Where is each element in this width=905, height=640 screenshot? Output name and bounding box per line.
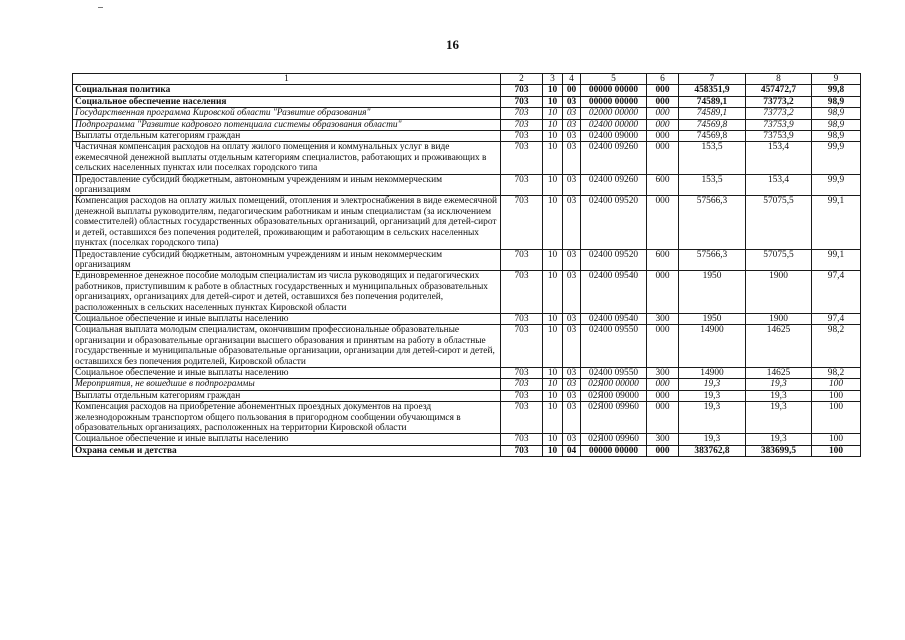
ministry-code-cell: 703 — [501, 131, 543, 142]
target-article-cell: 02400 09000 — [581, 131, 647, 142]
target-article-cell: 02400 09260 — [581, 142, 647, 174]
target-article-cell: 02400 09540 — [581, 313, 647, 324]
table-row — [73, 390, 861, 401]
subsection-code-cell: 03 — [563, 96, 581, 107]
executed-amount-cell: 153,4 — [746, 142, 812, 174]
item-name-cell: Предоставление субсидий бюджетным, автономным учреждениям и иным некоммерческим организациям — [73, 249, 501, 271]
section-code-cell: 10 — [543, 249, 563, 271]
expense-type-cell: 000 — [647, 390, 679, 401]
ministry-code-cell: 703 — [501, 271, 543, 314]
expense-type-cell: 000 — [647, 131, 679, 142]
target-article-cell: 02400 09550 — [581, 367, 647, 378]
expense-type-cell: 600 — [647, 249, 679, 271]
subsection-code-cell: 03 — [563, 108, 581, 119]
executed-amount-cell: 153,4 — [746, 174, 812, 196]
execution-percent-cell: 98,9 — [812, 108, 861, 119]
execution-percent-cell: 100 — [812, 379, 861, 390]
target-article-cell: 02Я00 09000 — [581, 390, 647, 401]
planned-amount-cell: 19,3 — [679, 379, 746, 390]
section-code-cell: 10 — [543, 119, 563, 130]
item-name-cell: Компенсация расходов на приобретение абонементных проездных документов на проезд железнодорожным транспортом общего пользования в пригородном сообщении обучающимся в образовательных организациях, расположенных на территории Кировской области — [73, 402, 501, 434]
execution-percent-cell: 99,1 — [812, 249, 861, 271]
expense-type-cell: 000 — [647, 379, 679, 390]
target-article-cell: 00000 00000 — [581, 445, 647, 456]
execution-percent-cell: 99,9 — [812, 174, 861, 196]
item-name-cell: Государственная программа Кировской области "Развитие образования" — [73, 108, 501, 119]
executed-amount-cell: 383699,5 — [746, 445, 812, 456]
subsection-code-cell: 03 — [563, 402, 581, 434]
section-code-cell: 10 — [543, 96, 563, 107]
table-body — [73, 74, 861, 457]
table-row — [73, 131, 861, 142]
planned-amount-cell: 14900 — [679, 325, 746, 368]
section-code-cell: 10 — [543, 271, 563, 314]
header-row — [73, 74, 861, 85]
ministry-code-cell: 703 — [501, 96, 543, 107]
executed-amount-cell: 19,3 — [746, 379, 812, 390]
subsection-code-cell: 03 — [563, 313, 581, 324]
target-article-cell: 00000 00000 — [581, 85, 647, 96]
subsection-code-cell: 04 — [563, 445, 581, 456]
ministry-code-cell: 703 — [501, 445, 543, 456]
ministry-code-cell: 703 — [501, 119, 543, 130]
planned-amount-cell: 19,3 — [679, 390, 746, 401]
target-article-cell: 02400 09520 — [581, 196, 647, 249]
item-name-cell: Социальное обеспечение и иные выплаты населению — [73, 313, 501, 324]
header-cell: 6 — [647, 74, 679, 85]
section-code-cell: 10 — [543, 325, 563, 368]
table-row — [73, 85, 861, 96]
table-row — [73, 249, 861, 271]
header-cell: 4 — [563, 74, 581, 85]
subsection-code-cell: 03 — [563, 325, 581, 368]
section-code-cell: 10 — [543, 367, 563, 378]
budget-table — [72, 73, 861, 457]
target-article-cell: 02400 09260 — [581, 174, 647, 196]
target-article-cell: 02400 00000 — [581, 119, 647, 130]
executed-amount-cell: 57075,5 — [746, 196, 812, 249]
header-cell: 7 — [679, 74, 746, 85]
expense-type-cell: 000 — [647, 119, 679, 130]
ministry-code-cell: 703 — [501, 142, 543, 174]
target-article-cell: 02Я00 00000 — [581, 379, 647, 390]
executed-amount-cell: 57075,5 — [746, 249, 812, 271]
table-row — [73, 434, 861, 445]
planned-amount-cell: 1950 — [679, 313, 746, 324]
item-name-cell: Единовременное денежное пособие молодым специалистам из числа руководящих и педагогических работников, приступившим к работе в областных государственных и муниципальных образовательных организациях, организациях для детей-сирот и детей, оставшихся без попечения родителей, расположенных в сельских населенных пунктах Кировской области — [73, 271, 501, 314]
planned-amount-cell: 153,5 — [679, 142, 746, 174]
item-name-cell: Выплаты отдельным категориям граждан — [73, 131, 501, 142]
subsection-code-cell: 03 — [563, 434, 581, 445]
subsection-code-cell: 03 — [563, 249, 581, 271]
target-article-cell: 02000 00000 — [581, 108, 647, 119]
execution-percent-cell: 98,2 — [812, 367, 861, 378]
subsection-code-cell: 03 — [563, 271, 581, 314]
executed-amount-cell: 1900 — [746, 313, 812, 324]
executed-amount-cell: 14625 — [746, 325, 812, 368]
execution-percent-cell: 98,9 — [812, 131, 861, 142]
subsection-code-cell: 03 — [563, 119, 581, 130]
planned-amount-cell: 74589,1 — [679, 108, 746, 119]
page-number: 16 — [446, 37, 459, 52]
execution-percent-cell: 98,9 — [812, 96, 861, 107]
execution-percent-cell: 100 — [812, 402, 861, 434]
header-cell: 2 — [501, 74, 543, 85]
executed-amount-cell: 19,3 — [746, 402, 812, 434]
execution-percent-cell: 99,8 — [812, 85, 861, 96]
section-code-cell: 10 — [543, 196, 563, 249]
executed-amount-cell: 14625 — [746, 367, 812, 378]
table-row — [73, 196, 861, 249]
planned-amount-cell: 153,5 — [679, 174, 746, 196]
expense-type-cell: 600 — [647, 174, 679, 196]
executed-amount-cell: 73773,2 — [746, 108, 812, 119]
subsection-code-cell: 00 — [563, 85, 581, 96]
section-code-cell: 10 — [543, 379, 563, 390]
target-article-cell: 02400 09540 — [581, 271, 647, 314]
subsection-code-cell: 03 — [563, 390, 581, 401]
subsection-code-cell: 03 — [563, 174, 581, 196]
executed-amount-cell: 1900 — [746, 271, 812, 314]
expense-type-cell: 300 — [647, 434, 679, 445]
table-row — [73, 271, 861, 314]
ministry-code-cell: 703 — [501, 196, 543, 249]
execution-percent-cell: 98,2 — [812, 325, 861, 368]
table-row — [73, 119, 861, 130]
table-row — [73, 96, 861, 107]
item-name-cell: Компенсация расходов на оплату жилых помещений, отопления и электроснабжения в виде ежемесячной денежной выплаты руководителям, педагогическим работникам и иным специалистам (за исключением совместителей) областных государственных образовательных организаций, организаций для детей-сирот и детей, оставшихся без попечения родителей, проживающим и работающим в сельских населенных пунктах (поселках городского типа) — [73, 196, 501, 249]
ministry-code-cell: 703 — [501, 434, 543, 445]
planned-amount-cell: 19,3 — [679, 402, 746, 434]
header-cell: 9 — [812, 74, 861, 85]
ministry-code-cell: 703 — [501, 174, 543, 196]
planned-amount-cell: 74569,8 — [679, 131, 746, 142]
executed-amount-cell: 73753,9 — [746, 131, 812, 142]
table-row — [73, 379, 861, 390]
expense-type-cell: 000 — [647, 325, 679, 368]
executed-amount-cell: 19,3 — [746, 434, 812, 445]
item-name-cell: Социальная политика — [73, 85, 501, 96]
planned-amount-cell: 74589,1 — [679, 96, 746, 107]
item-name-cell: Предоставление субсидий бюджетным, автономным учреждениям и иным некоммерческим организациям — [73, 174, 501, 196]
table-row — [73, 325, 861, 368]
target-article-cell: 02400 09520 — [581, 249, 647, 271]
item-name-cell: Подпрограмма "Развитие кадрового потенциала системы образования области" — [73, 119, 501, 130]
execution-percent-cell: 99,1 — [812, 196, 861, 249]
table-row — [73, 445, 861, 456]
item-name-cell: Охрана семьи и детства — [73, 445, 501, 456]
ministry-code-cell: 703 — [501, 85, 543, 96]
expense-type-cell: 000 — [647, 108, 679, 119]
expense-type-cell: 000 — [647, 402, 679, 434]
subsection-code-cell: 03 — [563, 379, 581, 390]
execution-percent-cell: 97,4 — [812, 271, 861, 314]
planned-amount-cell: 383762,8 — [679, 445, 746, 456]
expense-type-cell: 300 — [647, 313, 679, 324]
execution-percent-cell: 100 — [812, 434, 861, 445]
header-cell: 8 — [746, 74, 812, 85]
planned-amount-cell: 458351,9 — [679, 85, 746, 96]
expense-type-cell: 000 — [647, 196, 679, 249]
item-name-cell: Социальное обеспечение населения — [73, 96, 501, 107]
expense-type-cell: 000 — [647, 445, 679, 456]
target-article-cell: 02Я00 09960 — [581, 402, 647, 434]
expense-type-cell: 000 — [647, 96, 679, 107]
subsection-code-cell: 03 — [563, 131, 581, 142]
planned-amount-cell: 14900 — [679, 367, 746, 378]
ministry-code-cell: 703 — [501, 367, 543, 378]
ministry-code-cell: 703 — [501, 390, 543, 401]
section-code-cell: 10 — [543, 434, 563, 445]
execution-percent-cell: 100 — [812, 445, 861, 456]
executed-amount-cell: 457472,7 — [746, 85, 812, 96]
ministry-code-cell: 703 — [501, 379, 543, 390]
header-cell: 1 — [73, 74, 501, 85]
target-article-cell: 02Я00 09960 — [581, 434, 647, 445]
ministry-code-cell: 703 — [501, 108, 543, 119]
target-article-cell: 02400 09550 — [581, 325, 647, 368]
item-name-cell: Выплаты отдельным категориям граждан — [73, 390, 501, 401]
execution-percent-cell: 99,9 — [812, 142, 861, 174]
ministry-code-cell: 703 — [501, 249, 543, 271]
execution-percent-cell: 97,4 — [812, 313, 861, 324]
subsection-code-cell: 03 — [563, 367, 581, 378]
execution-percent-cell: 98,9 — [812, 119, 861, 130]
planned-amount-cell: 57566,3 — [679, 196, 746, 249]
target-article-cell: 00000 00000 — [581, 96, 647, 107]
execution-percent-cell: 100 — [812, 390, 861, 401]
item-name-cell: Частичная компенсация расходов на оплату жилого помещения и коммунальных услуг в виде ежемесячной денежной выплаты отдельным категориям специалистов, работающих и проживающих в сельских населенных пунктах или поселках городского типа — [73, 142, 501, 174]
executed-amount-cell: 73773,2 — [746, 96, 812, 107]
section-code-cell: 10 — [543, 131, 563, 142]
item-name-cell: Социальное обеспечение и иные выплаты населению — [73, 434, 501, 445]
header-cell: 5 — [581, 74, 647, 85]
item-name-cell: Мероприятия, не вошедшие в подпрограммы — [73, 379, 501, 390]
section-code-cell: 10 — [543, 85, 563, 96]
expense-type-cell: 000 — [647, 142, 679, 174]
table-row — [73, 402, 861, 434]
section-code-cell: 10 — [543, 402, 563, 434]
section-code-cell: 10 — [543, 108, 563, 119]
item-name-cell: Социальная выплата молодым специалистам, окончившим профессиональные образовательные организации и образовательные организации высшего образования и принятым на работу в областные государственные и муниципальные образовательные организации, организации для детей-сирот и детей, оставшихся без попечения родителей, Кировской области — [73, 325, 501, 368]
table-row — [73, 313, 861, 324]
section-code-cell: 10 — [543, 142, 563, 174]
planned-amount-cell: 19,3 — [679, 434, 746, 445]
subsection-code-cell: 03 — [563, 196, 581, 249]
table-row — [73, 142, 861, 174]
section-code-cell: 10 — [543, 313, 563, 324]
planned-amount-cell: 57566,3 — [679, 249, 746, 271]
executed-amount-cell: 19,3 — [746, 390, 812, 401]
section-code-cell: 10 — [543, 390, 563, 401]
executed-amount-cell: 73753,9 — [746, 119, 812, 130]
ministry-code-cell: 703 — [501, 313, 543, 324]
table-row — [73, 108, 861, 119]
table-row — [73, 174, 861, 196]
section-code-cell: 10 — [543, 445, 563, 456]
expense-type-cell: 000 — [647, 85, 679, 96]
ministry-code-cell: 703 — [501, 325, 543, 368]
planned-amount-cell: 1950 — [679, 271, 746, 314]
expense-type-cell: 000 — [647, 271, 679, 314]
item-name-cell: Социальное обеспечение и иные выплаты населению — [73, 367, 501, 378]
section-code-cell: 10 — [543, 174, 563, 196]
header-cell: 3 — [543, 74, 563, 85]
table-row — [73, 367, 861, 378]
ministry-code-cell: 703 — [501, 402, 543, 434]
subsection-code-cell: 03 — [563, 142, 581, 174]
planned-amount-cell: 74569,8 — [679, 119, 746, 130]
expense-type-cell: 300 — [647, 367, 679, 378]
